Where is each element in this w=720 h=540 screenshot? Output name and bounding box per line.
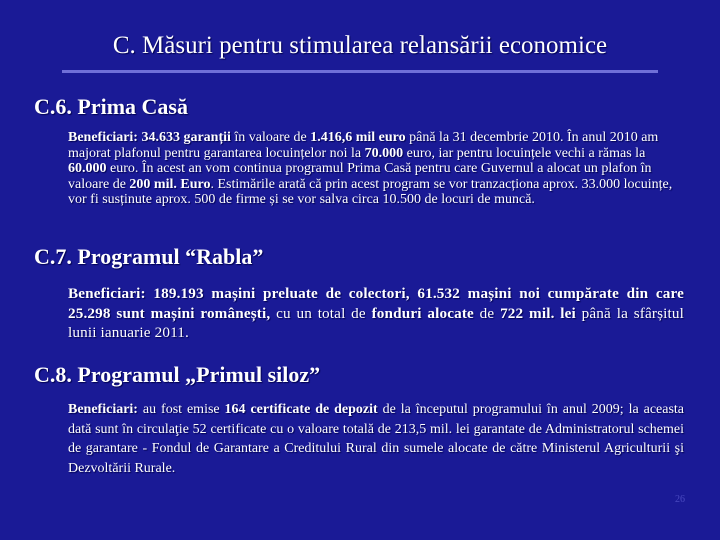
bold-text-run: 70.000 [364,145,404,161]
section-heading-prima-casa: C.6. Prima Casă [34,94,188,119]
section-body-prima-casa [68,130,684,208]
bold-text-run: 1.416,6 mil euro [310,130,406,145]
text-run: de [473,304,501,322]
bold-text-run: Beneficiari: [68,402,138,417]
bold-text-run: 722 mil. lei [500,304,576,322]
text-run: euro. În acest an vom continua programul Prima Casă pentru care Guvernul a alocat un plafon în valoare de [68,161,652,192]
bold-text-run: 200 mil. Euro [129,176,211,192]
text-run: . Estimările arată că prin acest program se vor tranzacționa aprox. 33.000 locuințe, vor fi susținute aprox. 500 de firme și se vor salva circa 10.500 de locuri de muncă. [68,176,673,207]
bold-text-run: fonduri alocate [371,304,474,322]
section-heading-primul-siloz: C.8. Programul „Primul siloz” [34,362,321,387]
bold-text-run: 60.000 [68,161,107,176]
bold-text-run: 164 certificate de depozit [224,402,378,417]
page-number: 26 [675,494,685,505]
text-run: în valoare de [230,130,311,145]
bold-text-run: Beneficiari: 34.633 garanții [68,130,231,145]
text-run: până la sfârșitul lunii ianuarie 2011. [68,304,684,341]
bold-text-run: Beneficiari: 189.193 mașini preluate de colectori, 61.532 mașini noi cumpărate din care 25.298 sunt mașini românești, [68,285,684,322]
text-run: până la 31 decembrie 2010. În anul 2010 am majorat plafonul pentru garantarea locuințelor noi la [68,130,659,161]
section-body-primul-siloz [68,400,684,478]
section-heading-rabla: C.7. Programul “Rabla” [34,244,264,269]
section-body-rabla [68,284,684,343]
text-run: de la începutul programului în anul 2009; la aceasta dată sunt în circulaţie 52 certificate cu o valoare totală de 213,5 mil. lei garantate de Administratorul schemei de garantare - Fondul de Garantare a Creditului Rural din sumele alocate de către Ministerul Agriculturii şi Dezvoltării Rurale. [68,402,685,476]
text-run: cu un total de [270,304,372,322]
text-run: au fost emise [137,402,225,417]
title-underline [62,70,658,73]
slide-title: C. Măsuri pentru stimularea relansării economice [112,32,608,59]
text-run: euro, iar pentru locuințele vechi a rămas la [403,145,646,161]
